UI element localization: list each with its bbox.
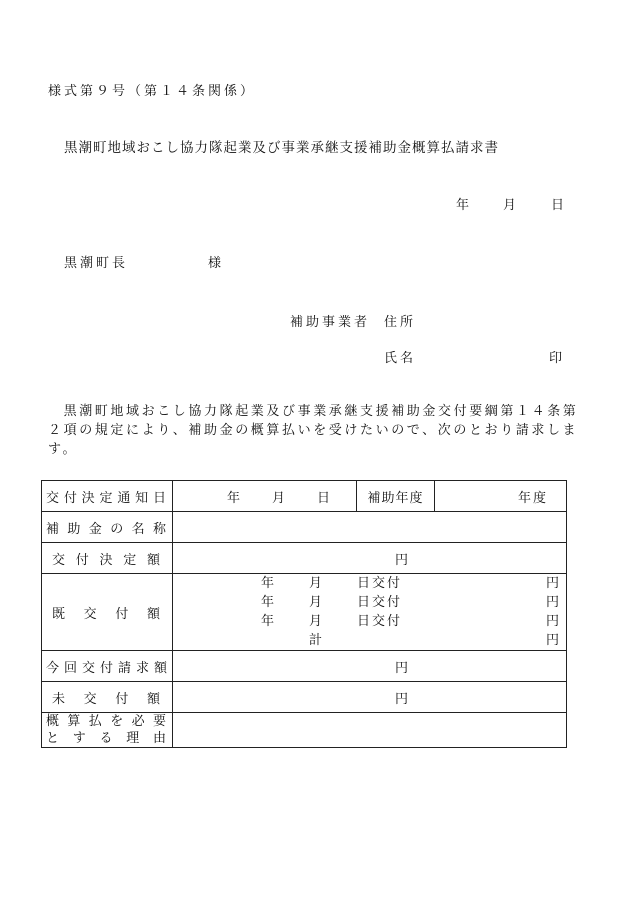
document-title: 黒潮町地域おこし協力隊起業及び事業承継支援補助金概算払請求書 [64, 140, 499, 156]
current-request-label: 今回交付請求額 [42, 651, 173, 682]
date-day: 日 [551, 198, 568, 213]
table-row [42, 574, 567, 651]
honorific: 様 [208, 256, 225, 271]
fiscal-year-label: 補助年度 [357, 481, 435, 512]
decision-day: 日 [316, 490, 332, 506]
request-table [41, 480, 567, 748]
addressee: 黒潮町長 [64, 256, 129, 271]
subsidy-name-value[interactable] [173, 512, 567, 543]
address-label: 住所 [384, 315, 417, 330]
table-row [42, 543, 567, 574]
unpaid-value[interactable]: 円 [173, 682, 567, 713]
unpaid-label: 未交付額 [42, 682, 173, 713]
name-label: 氏名 [384, 351, 417, 366]
decision-date-label: 交付決定通知日 [42, 481, 173, 512]
seal-mark: 印 [549, 351, 566, 366]
decision-amount-label: 交付決定額 [42, 543, 173, 574]
decision-amount-value[interactable]: 円 [173, 543, 567, 574]
reason-value[interactable] [173, 713, 567, 748]
table-row [42, 713, 567, 748]
table-row [42, 682, 567, 713]
date-month: 月 [503, 198, 520, 213]
subsidy-name-label: 補助金の名称 [42, 512, 173, 543]
reason-label: 概算払を必要 とする理由 [42, 713, 173, 748]
date-year: 年 [456, 198, 473, 213]
decision-month: 月 [271, 490, 287, 506]
table-row [42, 481, 567, 512]
already-paid-value[interactable] [173, 574, 567, 651]
table-row [42, 512, 567, 543]
fiscal-year-value[interactable]: 年度 [435, 481, 567, 512]
applicant-label: 補助事業者 [290, 315, 371, 330]
paid-total-line: 計 円 [309, 633, 561, 648]
decision-year: 年 [227, 490, 243, 506]
paid-line-1: 年 月 日交付 円 [261, 576, 561, 591]
paid-line-2: 年 月 日交付 円 [261, 595, 561, 610]
table-row [42, 651, 567, 682]
decision-date-value[interactable] [173, 481, 357, 512]
already-paid-label: 既交付額 [42, 574, 173, 651]
current-request-value[interactable]: 円 [173, 651, 567, 682]
body-text: 黒潮町地域おこし協力隊起業及び事業承継支援補助金交付要綱第１４条第２項の規定により、補助金の概算払いを受けたいので、次のとおり請求します。 [48, 404, 579, 457]
paid-line-3: 年 月 日交付 円 [261, 614, 561, 629]
form-number: 様式第９号（第１４条関係） [48, 84, 257, 99]
